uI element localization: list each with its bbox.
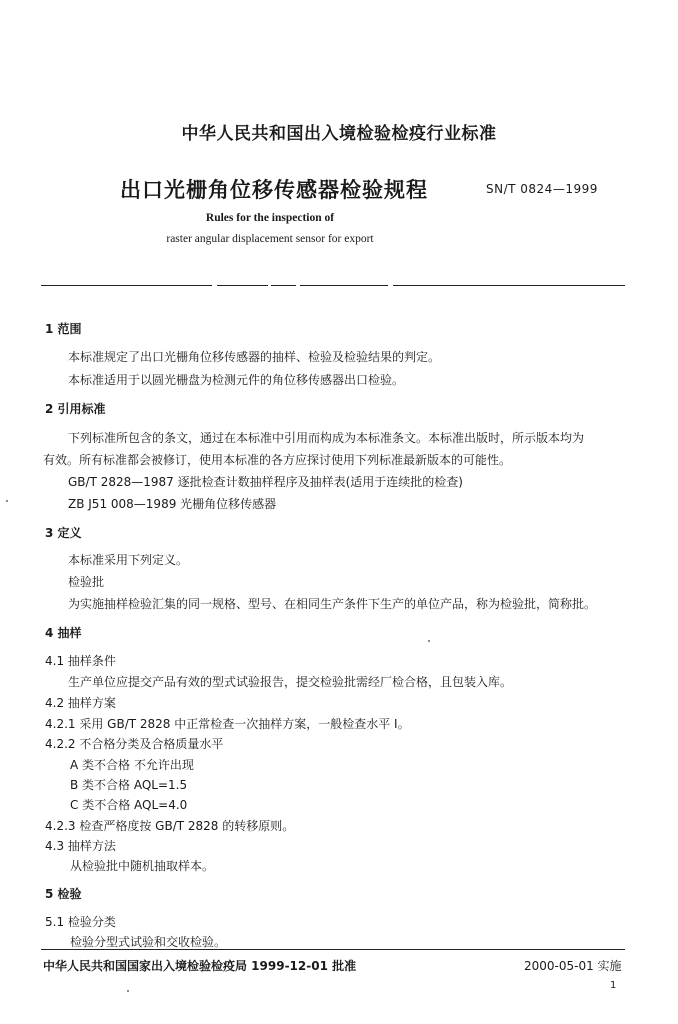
standard-category-header: 中华人民共和国出入境检验检疫行业标准	[181, 124, 497, 144]
clause-4-1-heading: 4.1 抽样条件	[45, 654, 116, 668]
section-2-paragraph-line: 下列标准所包含的条文，通过在本标准中引用而构成为本标准条文。本标准出版时，所示版本均为	[68, 431, 585, 445]
page-number: 1	[610, 980, 617, 991]
clause-4-3-text: 从检验批中随机抽取样本。	[70, 859, 215, 873]
section-1-heading: 1 范围	[45, 322, 82, 336]
definition-text: 为实施抽样检验汇集的同一规格、型号、在相同生产条件下生产的单位产品，称为检验批，简称批。	[68, 597, 597, 611]
section-5-heading: 5 检验	[45, 887, 82, 901]
reference-standard-item: ZB J51 008—1989 光栅角位移传感器	[68, 497, 277, 511]
clause-4-2-2: 4.2.2 不合格分类及合格质量水平	[45, 737, 224, 751]
header-divider-gap	[388, 283, 393, 288]
nonconformity-class-b: B 类不合格 AQL=1.5	[70, 778, 188, 792]
header-divider-gap	[296, 283, 300, 288]
header-divider-gap	[212, 283, 217, 288]
reference-standard-item: GB/T 2828—1987 逐批检查计数抽样程序及抽样表(适用于连续批的检查)	[68, 475, 463, 489]
section-4-heading: 4 抽样	[45, 626, 82, 640]
nonconformity-class-c: C 类不合格 AQL=4.0	[70, 798, 188, 812]
section-3-paragraph: 本标准采用下列定义。	[68, 553, 189, 567]
clause-4-2-heading: 4.2 抽样方案	[45, 696, 116, 710]
section-2-paragraph-line: 有效。所有标准都会被修订，使用本标准的各方应探讨使用下列标准最新版本的可能性。	[43, 453, 512, 467]
clause-4-2-1: 4.2.1 采用 GB/T 2828 中正常检查一次抽样方案，一般检查水平 Ⅰ。	[45, 717, 410, 731]
document-title-cn: 出口光栅角位移传感器检验规程	[120, 178, 428, 202]
clause-5-1-text: 检验分型式试验和交收检验。	[70, 935, 227, 949]
approval-statement: 中华人民共和国国家出入境检验检疫局 1999-12-01 批准	[43, 959, 357, 973]
header-divider	[41, 285, 625, 286]
implementation-date: 2000-05-01 实施	[524, 959, 622, 973]
section-3-heading: 3 定义	[45, 526, 82, 540]
clause-4-1-text: 生产单位应提交产品有效的型式试验报告，提交检验批需经厂检合格，且包装入库。	[68, 675, 513, 689]
definition-term: 检验批	[68, 575, 105, 589]
footer-divider	[41, 949, 625, 950]
clause-5-1-heading: 5.1 检验分类	[45, 915, 116, 929]
clause-4-3-heading: 4.3 抽样方法	[45, 839, 116, 853]
section-1-paragraph: 本标准适用于以圆光栅盘为检测元件的角位移传感器出口检验。	[68, 373, 405, 387]
scan-speck	[428, 640, 430, 642]
standard-number: SN/T 0824—1999	[486, 182, 598, 196]
nonconformity-class-a: A 类不合格 不允许出现	[70, 758, 194, 772]
section-2-heading: 2 引用标准	[45, 402, 106, 416]
clause-4-2-3: 4.2.3 检查严格度按 GB/T 2828 的转移原则。	[45, 819, 295, 833]
section-1-paragraph: 本标准规定了出口光栅角位移传感器的抽样、检验及检验结果的判定。	[68, 350, 441, 364]
header-divider-gap	[268, 283, 271, 288]
scan-speck	[6, 500, 8, 502]
document-title-en-line1: Rules for the inspection of	[205, 212, 335, 224]
document-title-en-line2: raster angular displacement sensor for export	[166, 233, 374, 245]
scan-speck	[127, 990, 129, 992]
